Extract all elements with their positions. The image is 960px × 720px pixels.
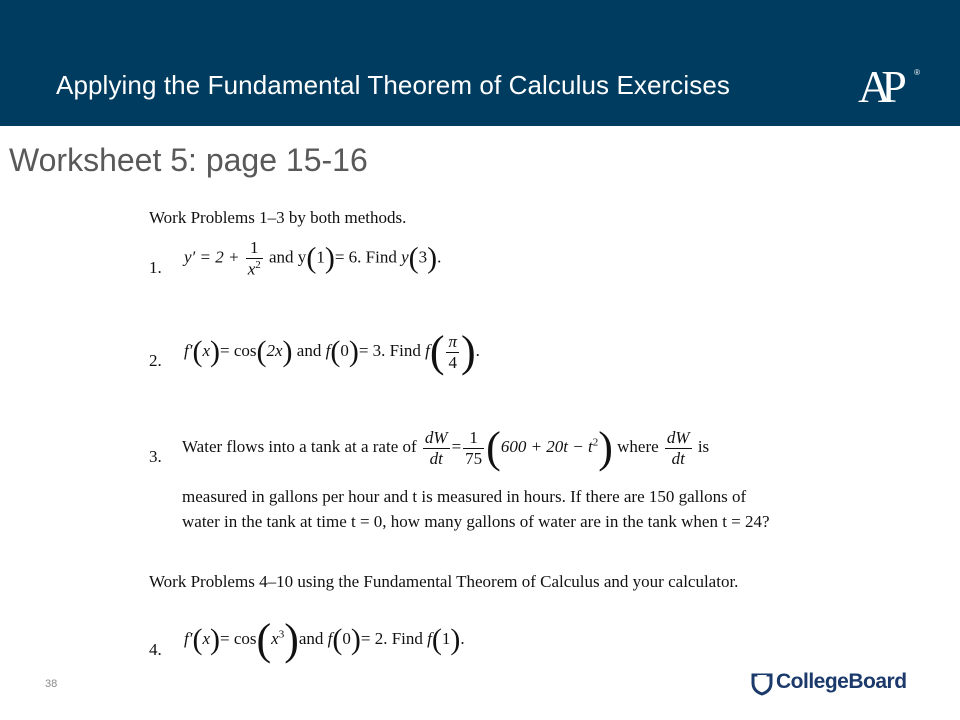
problem-1: y′ = 2 + $\frac{1}{x^2}$ and y(1)= 6. Find y(3). xyxy=(184,238,442,279)
problem-1-end: . xyxy=(437,247,442,267)
problem-3-frac3-den: dt xyxy=(671,448,685,468)
problem-4-eq: = cos xyxy=(220,628,257,648)
problem-1-frac-num: 1 xyxy=(246,238,263,259)
problem-4-end: . xyxy=(460,628,465,648)
problem-2-arg: x xyxy=(202,340,210,360)
problem-3-text-a: Water flows into a tank at a rate of xyxy=(182,436,417,456)
problem-2: f′(x)= cos(2x) and f(0)= 3. Find f( $\frac{\pi}{4}$ ). xyxy=(184,327,480,376)
problem-4-eq2: = 2. Find xyxy=(360,628,423,648)
problem-2-end: . xyxy=(475,340,480,360)
slide-title: Applying the Fundamental Theorem of Calculus Exercises xyxy=(56,70,731,100)
problem-1-fraction xyxy=(246,238,263,279)
problem-3-is: is xyxy=(697,436,710,456)
problem-2-fraction xyxy=(446,332,459,372)
problem-3-expr: 600 + 20t − t xyxy=(500,436,593,456)
problem-3-frac2-num: 1 xyxy=(463,428,484,449)
problem-4-fn: f′ xyxy=(184,628,193,648)
problem-3-line-2: measured in gallons per hour and t is measured in hours. If there are 150 gallons of xyxy=(182,487,747,506)
problem-1-frac-den: x xyxy=(247,259,256,279)
problem-3-number: 3. xyxy=(149,447,162,466)
problem-2-arg2: 0 xyxy=(340,340,349,360)
problem-1-find-arg: 3 xyxy=(418,247,428,267)
problem-3-line-1: Water flows into a tank at a rate of $\frac{dW}{dt}$ = $\frac{1}{75}$ $(600 + 20t - t^2)$ where $\frac{dW}{dt}$ is xyxy=(182,423,710,472)
problem-2-fn: f′ xyxy=(184,340,193,360)
problem-2-frac-num: π xyxy=(448,331,458,351)
problem-3-frac1-num: dW xyxy=(424,427,448,447)
ap-logo-registered: ® xyxy=(914,68,920,77)
problem-4: $f'(x)= \cos(x^3)and$ f(0)= 2. Find f(1). xyxy=(184,615,465,664)
problem-2-find-fn: f xyxy=(425,340,430,360)
problem-4-cos-arg: x xyxy=(271,628,279,648)
problem-1-frac-den-exp: 2 xyxy=(255,258,261,271)
problem-1-and: and y xyxy=(269,247,307,267)
problem-2-cos-arg: 2x xyxy=(266,340,283,360)
problem-4-and: and xyxy=(298,628,324,648)
problem-1-arg: 1 xyxy=(316,247,325,267)
collegeboard-logo xyxy=(750,670,925,694)
slide-subtitle: Worksheet 5: page 15-16 xyxy=(9,142,368,178)
ap-logo-text: AP xyxy=(858,61,897,112)
problem-3-frac-3 xyxy=(665,428,692,468)
problem-3-expr-exp: 2 xyxy=(592,436,599,449)
problem-2-and: and xyxy=(296,340,322,360)
problem-3-where: where xyxy=(617,436,659,456)
problem-3-frac-2 xyxy=(463,428,484,468)
problem-4-number: 4. xyxy=(149,640,162,659)
problem-1-find-fn: y xyxy=(401,247,409,267)
problem-4-arg2: 0 xyxy=(342,628,351,648)
problem-4-find-arg: 1 xyxy=(441,628,451,648)
problem-3-line-3: water in the tank at time t = 0, how many gallons of water are in the tank when t = 24? xyxy=(182,512,770,531)
acorn-shield-icon xyxy=(750,672,774,696)
problem-2-fn2: f xyxy=(325,340,331,360)
problem-1-number: 1. xyxy=(149,258,162,277)
problem-1-lhs: y′ = 2 + xyxy=(184,247,240,267)
problem-4-arg: x xyxy=(202,628,210,648)
problem-1-eq: = 6. Find xyxy=(334,247,397,267)
intro-line-2: Work Problems 4–10 using the Fundamental Theorem of Calculus and your calculator. xyxy=(149,572,739,591)
problem-4-fn2: f xyxy=(327,628,333,648)
problem-2-frac-den: 4 xyxy=(448,352,457,372)
problem-2-eq2: = 3. Find xyxy=(358,340,421,360)
problem-4-cos-exp: 3 xyxy=(278,628,285,641)
problem-3-frac-1 xyxy=(423,428,450,468)
intro-line-1: Work Problems 1–3 by both methods. xyxy=(149,208,407,227)
problem-2-number: 2. xyxy=(149,351,162,370)
page-number: 38 xyxy=(45,678,58,690)
problem-3-frac1-den: dt xyxy=(429,448,443,468)
problem-2-eq: = cos xyxy=(220,340,257,360)
collegeboard-text: CollegeBoard xyxy=(776,670,907,693)
problem-3-eq: = xyxy=(451,436,462,456)
problem-4-find-fn: f xyxy=(427,628,432,648)
problem-3-frac3-num: dW xyxy=(666,427,690,447)
problem-3-frac2-den: 75 xyxy=(465,448,483,468)
